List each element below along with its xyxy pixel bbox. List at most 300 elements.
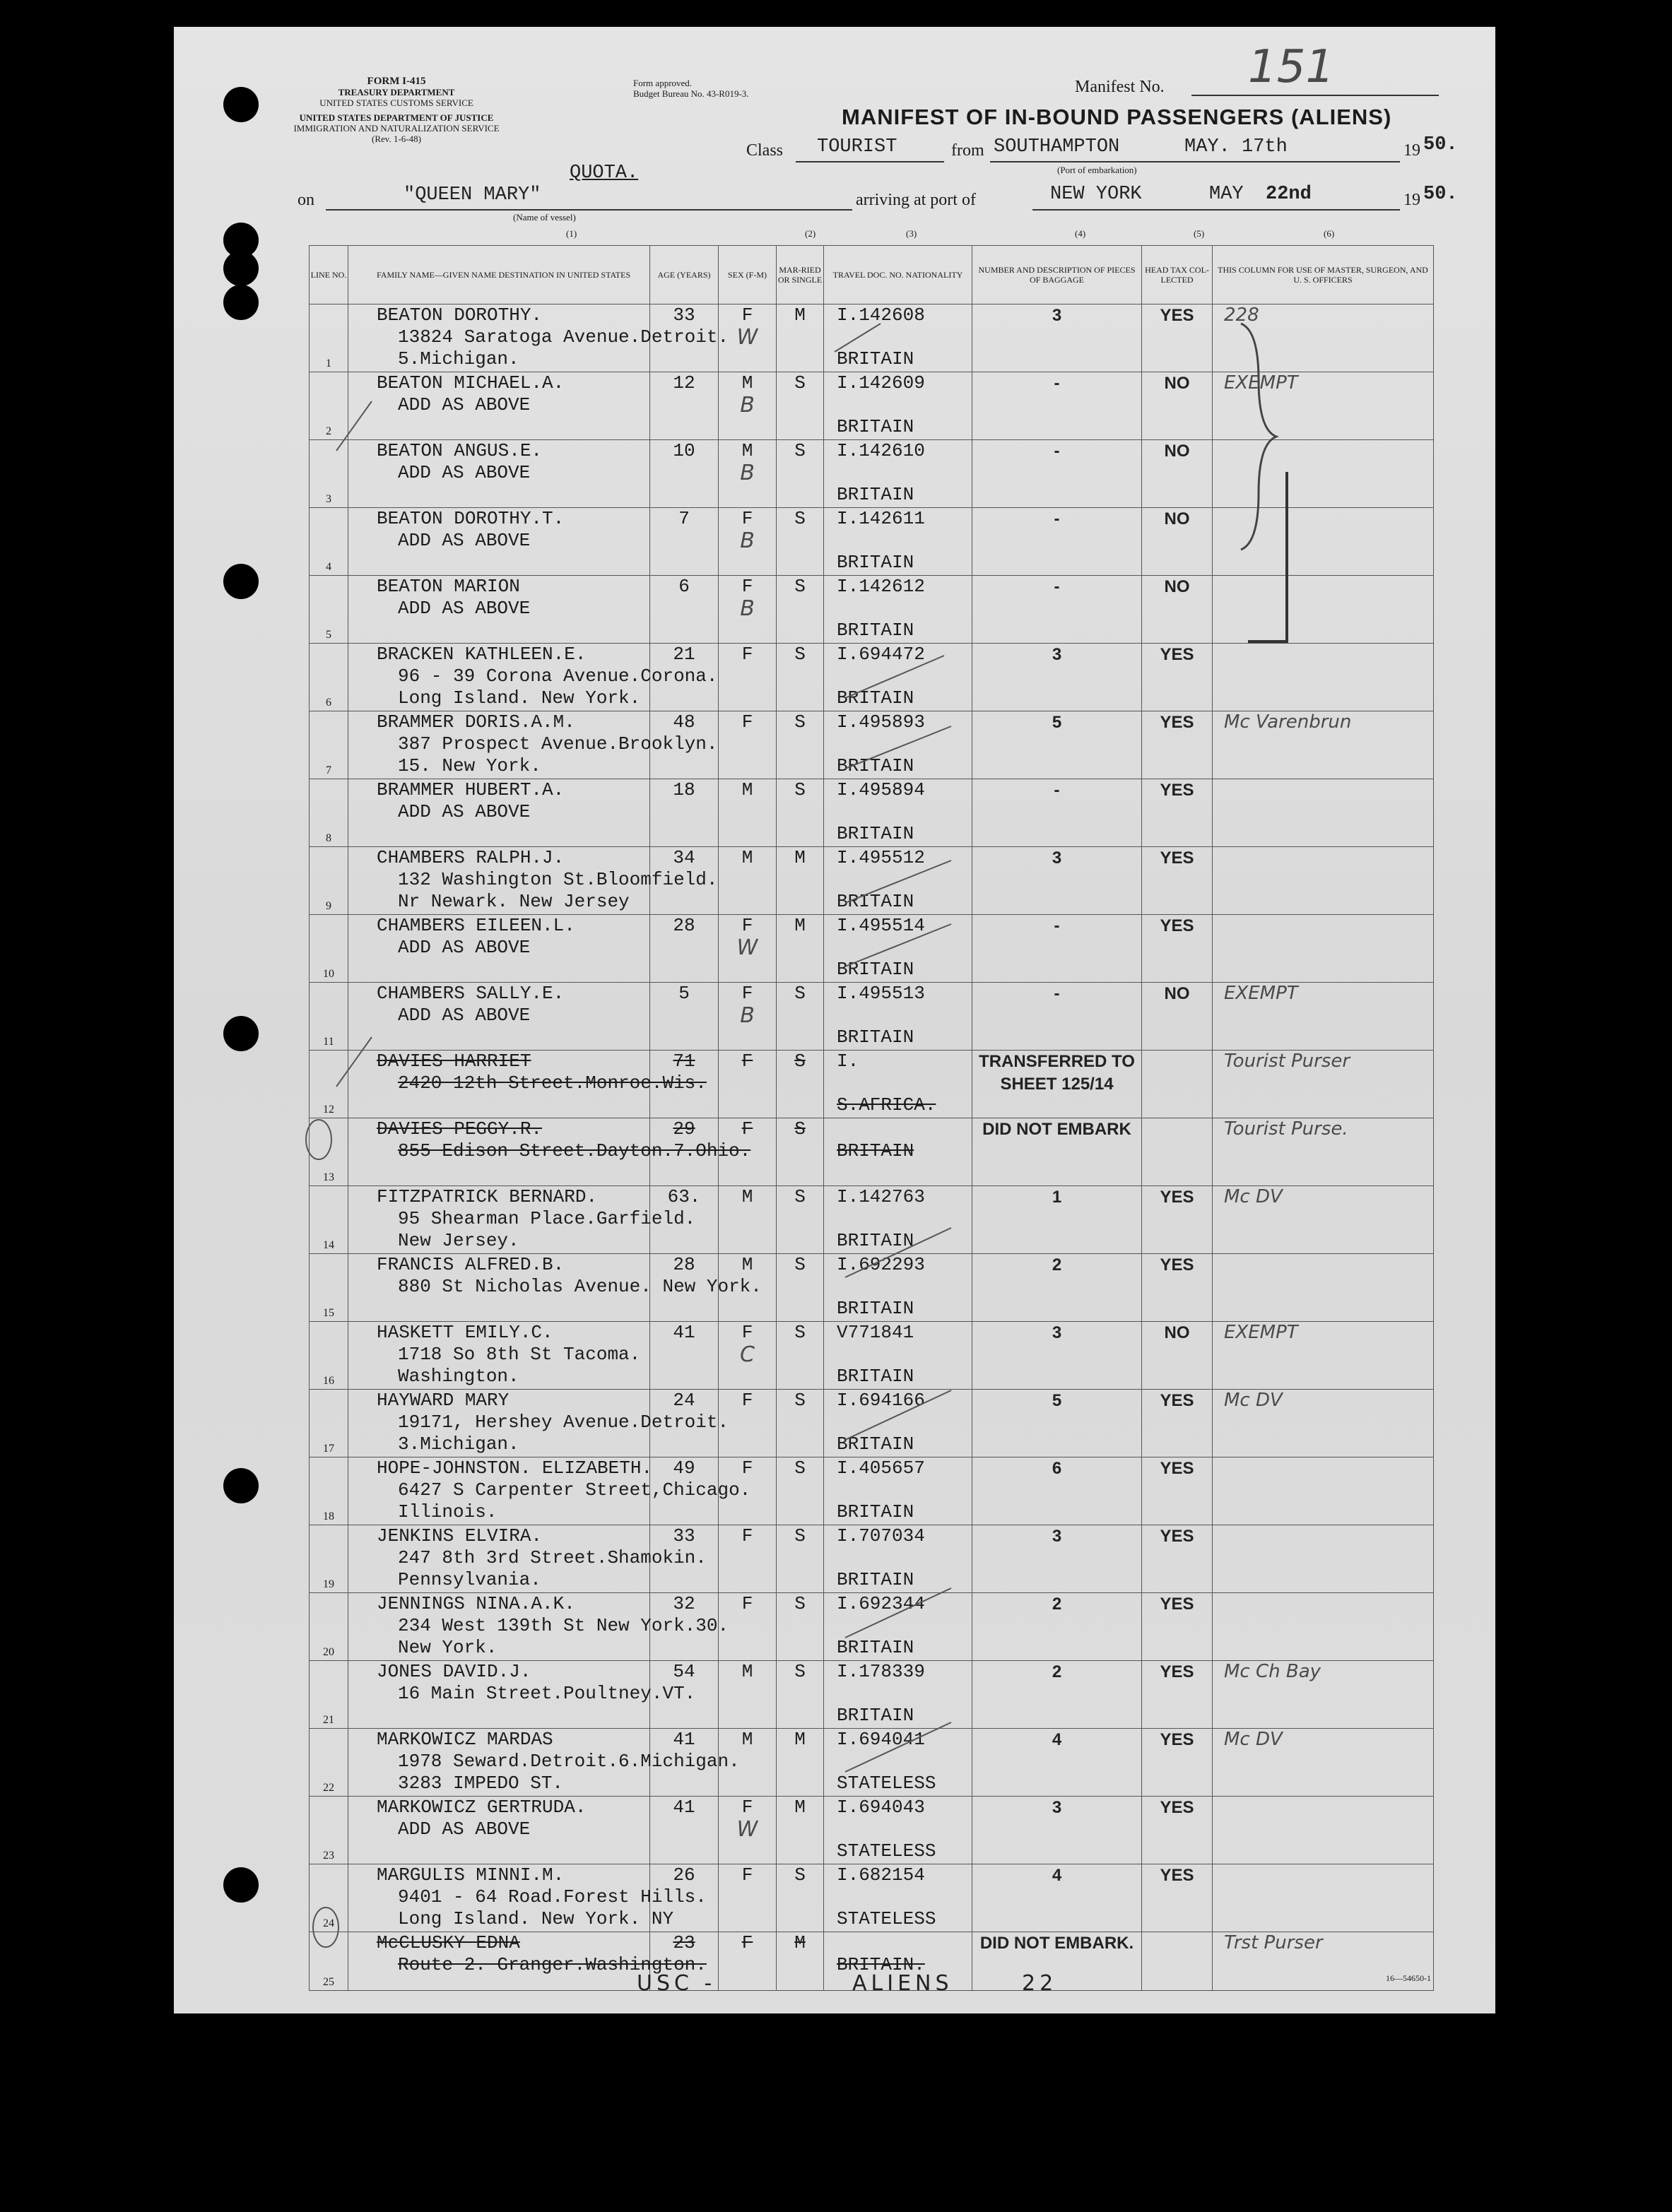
nationality: STATELESS: [837, 1908, 936, 1929]
age: 71: [673, 1051, 695, 1072]
passenger-name: DAVIES PEGGY.R.: [377, 1118, 543, 1140]
head-tax: YES: [1160, 1527, 1194, 1546]
handwritten-mark: B: [740, 461, 755, 485]
line-number: 8: [310, 779, 348, 847]
nationality: BRITAIN: [837, 1569, 914, 1590]
travel-doc-number: V771841: [837, 1322, 914, 1343]
head-tax: YES: [1160, 645, 1194, 664]
nationality: BRITAIN: [837, 823, 914, 844]
address-line-2: ADD AS ABOVE: [398, 462, 531, 483]
officer-note: Mc DV: [1224, 1390, 1283, 1411]
sex: F: [741, 1797, 753, 1818]
budget-bureau: Budget Bureau No. 43-R019-3.: [633, 88, 749, 99]
baggage: -: [1054, 577, 1060, 596]
age: 49: [673, 1457, 695, 1479]
header-travel-doc: TRAVEL DOC. NO. NATIONALITY: [824, 246, 972, 304]
ins-service: IMMIGRATION AND NATURALIZATION SERVICE: [293, 123, 500, 134]
address-line-1: 247 8th 3rd Street.Shamokin.: [398, 1547, 707, 1568]
travel-doc-number: I.694472: [837, 644, 925, 665]
line-number: 11: [310, 983, 348, 1051]
baggage: 4: [1052, 1730, 1062, 1749]
nationality: BRITAIN.: [837, 1954, 925, 1975]
line-number: 1: [310, 304, 348, 372]
baggage: DID NOT EMBARK.: [979, 1934, 1134, 1953]
address-line-2: New York.: [398, 1637, 498, 1658]
from-label: from: [951, 141, 984, 160]
address-line-2: Washington.: [398, 1366, 519, 1387]
sex: F: [741, 576, 753, 597]
line-number: 25: [310, 1932, 348, 1991]
marital-status: S: [794, 1864, 806, 1886]
travel-doc-number: I.692293: [837, 1254, 925, 1275]
sex: M: [741, 847, 753, 868]
passenger-name: HAYWARD MARY: [377, 1390, 510, 1411]
passenger-name: McCLUSKY EDNA: [377, 1932, 520, 1953]
head-tax: YES: [1160, 713, 1194, 732]
travel-doc-number: I.694043: [837, 1797, 925, 1818]
nationality: BRITAIN: [837, 416, 914, 437]
handwritten-mark: B: [740, 528, 755, 553]
col-num-5: (5): [1194, 228, 1205, 239]
nationality: BRITAIN: [837, 1705, 914, 1726]
marital-status: S: [794, 1390, 806, 1411]
age: 41: [673, 1322, 695, 1343]
address-line-1: 234 West 139th St New York.30.: [398, 1615, 729, 1636]
line-number: 10: [310, 915, 348, 983]
address-line-1: 132 Washington St.Bloomfield.: [398, 869, 718, 890]
head-tax: NO: [1164, 442, 1190, 461]
travel-doc-number: I.694041: [837, 1729, 925, 1750]
revision: (Rev. 1-6-48): [372, 134, 421, 144]
sex: F: [741, 304, 753, 326]
travel-doc-number: I.682154: [837, 1864, 925, 1886]
marital-status: M: [794, 1932, 806, 1953]
sex: F: [741, 711, 753, 733]
passenger-name: CHAMBERS RALPH.J.: [377, 847, 565, 868]
customs-service: UNITED STATES CUSTOMS SERVICE: [319, 97, 473, 108]
line-number: 15: [310, 1254, 348, 1322]
head-tax: YES: [1160, 781, 1194, 800]
marital-status: M: [794, 1729, 806, 1750]
age: 28: [673, 1254, 695, 1275]
age: 41: [673, 1797, 695, 1818]
passenger-name: BEATON MICHAEL.A.: [377, 372, 565, 394]
nationality: BRITAIN: [837, 1027, 914, 1048]
header-line-no: LINE NO.: [310, 246, 348, 304]
line-number: 12: [310, 1051, 348, 1118]
baggage: 1: [1052, 1188, 1062, 1207]
handwritten-mark: W: [736, 1817, 758, 1842]
line-number: 13: [310, 1118, 348, 1186]
handwritten-mark: B: [740, 1003, 755, 1028]
travel-doc-number: I.495512: [837, 847, 925, 868]
nationality: BRITAIN: [837, 755, 914, 776]
baggage: 2: [1052, 1662, 1062, 1681]
sex: F: [741, 1051, 753, 1072]
head-tax: YES: [1160, 1866, 1194, 1885]
passenger-name: MARKOWICZ MARDAS: [377, 1729, 553, 1750]
address-line-1: 1718 So 8th St Tacoma.: [398, 1344, 641, 1365]
age: 24: [673, 1390, 695, 1411]
head-tax: YES: [1160, 306, 1194, 325]
nationality: BRITAIN: [837, 687, 914, 709]
head-tax: YES: [1160, 1188, 1194, 1207]
handwritten-mark: W: [736, 325, 758, 350]
passenger-name: JENNINGS NINA.A.K.: [377, 1593, 575, 1614]
age: 28: [673, 915, 695, 936]
line-number: 22: [310, 1729, 348, 1797]
head-tax: YES: [1160, 1662, 1194, 1681]
passenger-name: CHAMBERS SALLY.E.: [377, 983, 565, 1004]
age: 34: [673, 847, 695, 868]
handwritten-mark: B: [740, 393, 755, 418]
baggage: 5: [1052, 713, 1062, 732]
address-line-1: 2420 12th Street.Monroe.Wis.: [398, 1072, 707, 1094]
marital-status: S: [794, 1186, 806, 1207]
line-number: 19: [310, 1525, 348, 1593]
handwritten-mark: W: [736, 935, 758, 960]
passenger-name: CHAMBERS EILEEN.L.: [377, 915, 575, 936]
officer-note: EXEMPT: [1224, 1322, 1298, 1343]
sex: F: [741, 1525, 753, 1546]
line-number: 7: [310, 711, 348, 779]
travel-doc-number: I.495514: [837, 915, 925, 936]
age: 29: [673, 1118, 695, 1140]
handwritten-mark: B: [740, 596, 755, 621]
baggage: 3: [1052, 1798, 1062, 1817]
passenger-name: DAVIES HARRIET: [377, 1051, 531, 1072]
sex: M: [741, 372, 753, 394]
baggage: 2: [1052, 1255, 1062, 1274]
address-line-2: Illinois.: [398, 1501, 498, 1522]
form-approved: Form approved.: [633, 78, 693, 88]
passenger-name: BEATON DOROTHY.T.: [377, 508, 565, 529]
passenger-name: JONES DAVID.J.: [377, 1661, 531, 1682]
col-num-4: (4): [1075, 228, 1086, 239]
officer-note: Tourist Purse.: [1224, 1118, 1348, 1140]
address-line-2: ADD AS ABOVE: [398, 1818, 531, 1840]
sex: M: [741, 1661, 753, 1682]
nationality: BRITAIN: [837, 1501, 914, 1522]
passenger-name: BEATON MARION: [377, 576, 520, 597]
line-number: 24: [310, 1864, 348, 1932]
address-line-1: 13824 Saratoga Avenue.Detroit.: [398, 326, 729, 348]
sex: F: [741, 1322, 753, 1343]
header-age: AGE (YEARS): [650, 246, 719, 304]
marital-status: M: [794, 1797, 806, 1818]
on-label: on: [298, 191, 314, 209]
travel-doc-number: I.707034: [837, 1525, 925, 1546]
annotation-marks: [174, 27, 1495, 2013]
vessel-caption: (Name of vessel): [513, 212, 576, 223]
age: 48: [673, 711, 695, 733]
marital-status: S: [794, 1525, 806, 1546]
line-number: 3: [310, 440, 348, 508]
address-line-2: ADD AS ABOVE: [398, 937, 531, 958]
arrival-year-prefix: 19: [1403, 191, 1420, 209]
address-line-2: 5.Michigan.: [398, 348, 519, 369]
vessel-name: "QUEEN MARY": [404, 184, 541, 206]
col-num-3: (3): [906, 228, 917, 239]
passenger-name: HOPE-JOHNSTON. ELIZABETH.: [377, 1457, 653, 1479]
from-date: MAY. 17th: [1184, 136, 1288, 158]
head-tax: YES: [1160, 1391, 1194, 1410]
nationality: BRITAIN: [837, 959, 914, 980]
address-line-2: New Jersey.: [398, 1230, 519, 1251]
address-line-1: 855 Edison Street.Dayton.7.Ohio.: [398, 1140, 751, 1161]
travel-doc-number: I.495513: [837, 983, 925, 1004]
baggage: 5: [1052, 1391, 1062, 1410]
head-tax: NO: [1164, 509, 1190, 528]
baggage: 4: [1052, 1866, 1062, 1885]
sex: F: [741, 644, 753, 665]
passenger-name: MARKOWICZ GERTRUDA.: [377, 1797, 587, 1818]
passenger-name: FRANCIS ALFRED.B.: [377, 1254, 565, 1275]
address-line-2: Long Island. New York. NY: [398, 1908, 674, 1929]
sex: F: [741, 1932, 753, 1953]
head-tax: NO: [1164, 1323, 1190, 1342]
age: 6: [678, 576, 690, 597]
marital-status: S: [794, 1322, 806, 1343]
marital-status: S: [794, 1457, 806, 1479]
age: 33: [673, 304, 695, 326]
age: 18: [673, 779, 695, 800]
address-line-2: 15. New York.: [398, 755, 541, 776]
head-tax: NO: [1164, 577, 1190, 596]
marital-status: M: [794, 304, 806, 326]
marital-status: M: [794, 915, 806, 936]
from-port: SOUTHAMPTON: [994, 136, 1120, 158]
line-number: 2: [310, 372, 348, 440]
address-line-2: 3.Michigan.: [398, 1433, 519, 1455]
officer-note: EXEMPT: [1224, 983, 1298, 1004]
travel-doc-number: I.142609: [837, 372, 925, 394]
sex: F: [741, 1864, 753, 1886]
nationality: BRITAIN: [837, 620, 914, 641]
quota-label: QUOTA.: [570, 162, 639, 184]
address-line-1: 387 Prospect Avenue.Brooklyn.: [398, 733, 718, 755]
nationality: BRITAIN: [837, 1433, 914, 1455]
arriving-label: arriving at port of: [856, 191, 976, 209]
sex: M: [741, 440, 753, 461]
passenger-name: HASKETT EMILY.C.: [377, 1322, 553, 1343]
address-line-2: ADD AS ABOVE: [398, 530, 531, 551]
marital-status: S: [794, 576, 806, 597]
marital-status: S: [794, 1051, 806, 1072]
sex: F: [741, 1593, 753, 1614]
bottom-stamp-usc: USC -: [637, 1971, 717, 1996]
arrival-day: 22nd: [1266, 184, 1312, 205]
nationality: STATELESS: [837, 1840, 936, 1862]
officer-note: Mc Varenbrun: [1224, 711, 1352, 733]
baggage: 3: [1052, 848, 1062, 868]
travel-doc-number: I.142763: [837, 1186, 925, 1207]
nationality: BRITAIN: [837, 484, 914, 505]
treasury-dept: TREASURY DEPARTMENT: [338, 87, 455, 97]
marital-status: S: [794, 1593, 806, 1614]
line-number: 23: [310, 1797, 348, 1864]
line-number: 16: [310, 1322, 348, 1390]
officer-note: 228: [1224, 304, 1259, 326]
officer-note: Mc Ch Bay: [1224, 1661, 1321, 1682]
officer-note: Tourist Purser: [1224, 1051, 1350, 1072]
officer-note: Trst Purser: [1224, 1932, 1323, 1953]
sex: F: [741, 508, 753, 529]
nationality: STATELESS: [837, 1773, 936, 1794]
officer-note: EXEMPT: [1224, 372, 1298, 394]
travel-doc-number: I.405657: [837, 1457, 925, 1479]
baggage: 6: [1052, 1459, 1062, 1478]
address-line-1: Route 2. Granger.Washington.: [398, 1954, 707, 1975]
arrival-year: 50.: [1423, 184, 1458, 205]
class-value: TOURIST: [817, 136, 897, 158]
passenger-name: BRACKEN KATHLEEN.E.: [377, 644, 587, 665]
head-tax: YES: [1160, 1730, 1194, 1749]
baggage: 3: [1052, 1323, 1062, 1342]
age: 12: [673, 372, 695, 394]
line-number: 20: [310, 1593, 348, 1661]
age: 32: [673, 1593, 695, 1614]
footer-code: 16—54650-1: [1386, 1973, 1431, 1983]
line-number: 14: [310, 1186, 348, 1254]
travel-doc-number: I.: [837, 1051, 859, 1072]
header-sex: SEX (F-M): [719, 246, 777, 304]
passenger-name: BEATON ANGUS.E.: [377, 440, 543, 461]
passenger-name: BEATON DOROTHY.: [377, 304, 543, 326]
line-number: 17: [310, 1390, 348, 1457]
line-number: 4: [310, 508, 348, 576]
address-line-2: ADD AS ABOVE: [398, 801, 531, 822]
handwritten-mark: C: [740, 1342, 755, 1367]
nationality: BRITAIN: [837, 1230, 914, 1251]
header-name: FAMILY NAME—GIVEN NAME DESTINATION IN UNITED STATES: [348, 246, 650, 304]
sex: F: [741, 1457, 753, 1479]
officer-note: Mc DV: [1224, 1186, 1283, 1207]
sex: M: [741, 1254, 753, 1275]
marital-status: S: [794, 440, 806, 461]
justice-dept: UNITED STATES DEPARTMENT OF JUSTICE: [299, 112, 494, 123]
address-line-1: 95 Shearman Place.Garfield.: [398, 1208, 696, 1229]
baggage: -: [1054, 509, 1060, 528]
nationality: BRITAIN: [837, 1637, 914, 1658]
manifest-no-label: Manifest No.: [1075, 78, 1165, 96]
nationality: S.AFRICA.: [837, 1094, 936, 1116]
travel-doc-number: I.694166: [837, 1390, 925, 1411]
head-tax: YES: [1160, 848, 1194, 868]
age: 10: [673, 440, 695, 461]
line-number: 18: [310, 1457, 348, 1525]
officer-note: Mc DV: [1224, 1729, 1283, 1750]
marital-status: S: [794, 779, 806, 800]
age: 54: [673, 1661, 695, 1682]
baggage: -: [1054, 916, 1060, 935]
line-number: 5: [310, 576, 348, 644]
baggage: -: [1054, 374, 1060, 393]
line-number: 21: [310, 1661, 348, 1729]
travel-doc-number: I.142608: [837, 304, 925, 326]
marital-status: S: [794, 372, 806, 394]
bottom-stamp-aliens: ALIENS: [852, 1971, 953, 1996]
sex: F: [741, 1118, 753, 1140]
age: 5: [678, 983, 690, 1004]
age: 23: [673, 1932, 695, 1953]
passenger-name: BRAMMER DORIS.A.M.: [377, 711, 575, 733]
head-tax: YES: [1160, 1595, 1194, 1614]
marital-status: S: [794, 1661, 806, 1682]
baggage: -: [1054, 984, 1060, 1003]
nationality: BRITAIN: [837, 891, 914, 912]
baggage: DID NOT EMBARK: [982, 1120, 1131, 1139]
baggage: 3: [1052, 1527, 1062, 1546]
address-line-2: 3283 IMPEDO ST.: [398, 1773, 564, 1794]
age: 21: [673, 644, 695, 665]
sex: F: [741, 1390, 753, 1411]
nationality: BRITAIN: [837, 1140, 914, 1161]
head-tax: NO: [1164, 984, 1190, 1003]
age: 26: [673, 1864, 695, 1886]
sex: M: [741, 1186, 753, 1207]
head-tax: YES: [1160, 1798, 1194, 1817]
marital-status: S: [794, 644, 806, 665]
manifest-page: [174, 27, 1495, 2013]
address-line-2: Pennsylvania.: [398, 1569, 541, 1590]
address-line-2: ADD AS ABOVE: [398, 394, 531, 415]
baggage: 2: [1052, 1595, 1062, 1614]
from-year: 50.: [1423, 134, 1458, 155]
col-num-6: (6): [1324, 228, 1335, 239]
sex: M: [741, 1729, 753, 1750]
marital-status: S: [794, 711, 806, 733]
arrival-port: NEW YORK: [1050, 184, 1142, 205]
travel-doc-number: I.495893: [837, 711, 925, 733]
nationality: BRITAIN: [837, 348, 914, 369]
address-line-1: 6427 S Carpenter Street,Chicago.: [398, 1479, 751, 1501]
marital-status: S: [794, 508, 806, 529]
travel-doc-number: I.495894: [837, 779, 925, 800]
header-officers: THIS COLUMN FOR USE OF MASTER, SURGEON, AND U. S. OFFICERS: [1213, 246, 1434, 304]
address-line-2: ADD AS ABOVE: [398, 1005, 531, 1026]
line-number: 6: [310, 644, 348, 711]
address-line-1: 16 Main Street.Poultney.VT.: [398, 1683, 696, 1704]
baggage: 3: [1052, 306, 1062, 325]
marital-status: S: [794, 983, 806, 1004]
address-line-2: ADD AS ABOVE: [398, 598, 531, 619]
head-tax: YES: [1160, 1459, 1194, 1478]
baggage: -: [1054, 442, 1060, 461]
bottom-stamp-count: 22: [1022, 1971, 1058, 1996]
marital-status: M: [794, 847, 806, 868]
address-line-2: Nr Newark. New Jersey: [398, 891, 630, 912]
nationality: BRITAIN: [837, 552, 914, 573]
head-tax: YES: [1160, 1255, 1194, 1274]
address-line-1: 9401 - 64 Road.Forest Hills.: [398, 1886, 707, 1908]
age: 63.: [667, 1186, 701, 1207]
header-head-tax: HEAD TAX COL-LECTED: [1142, 246, 1213, 304]
port-embarkation-caption: (Port of embarkation): [1057, 165, 1137, 175]
travel-doc-number: I.178339: [837, 1661, 925, 1682]
baggage: 3: [1052, 645, 1062, 664]
year-prefix: 19: [1403, 141, 1420, 160]
class-label: Class: [746, 141, 784, 160]
age: 41: [673, 1729, 695, 1750]
form-number: FORM I-415: [367, 76, 426, 87]
passenger-name: BRAMMER HUBERT.A.: [377, 779, 565, 800]
baggage: TRANSFERRED TO SHEET 125/14: [979, 1052, 1135, 1094]
arrival-month: MAY: [1209, 184, 1244, 205]
passenger-name: FITZPATRICK BERNARD.: [377, 1186, 598, 1207]
age: 33: [673, 1525, 695, 1546]
travel-doc-number: I.692344: [837, 1593, 925, 1614]
